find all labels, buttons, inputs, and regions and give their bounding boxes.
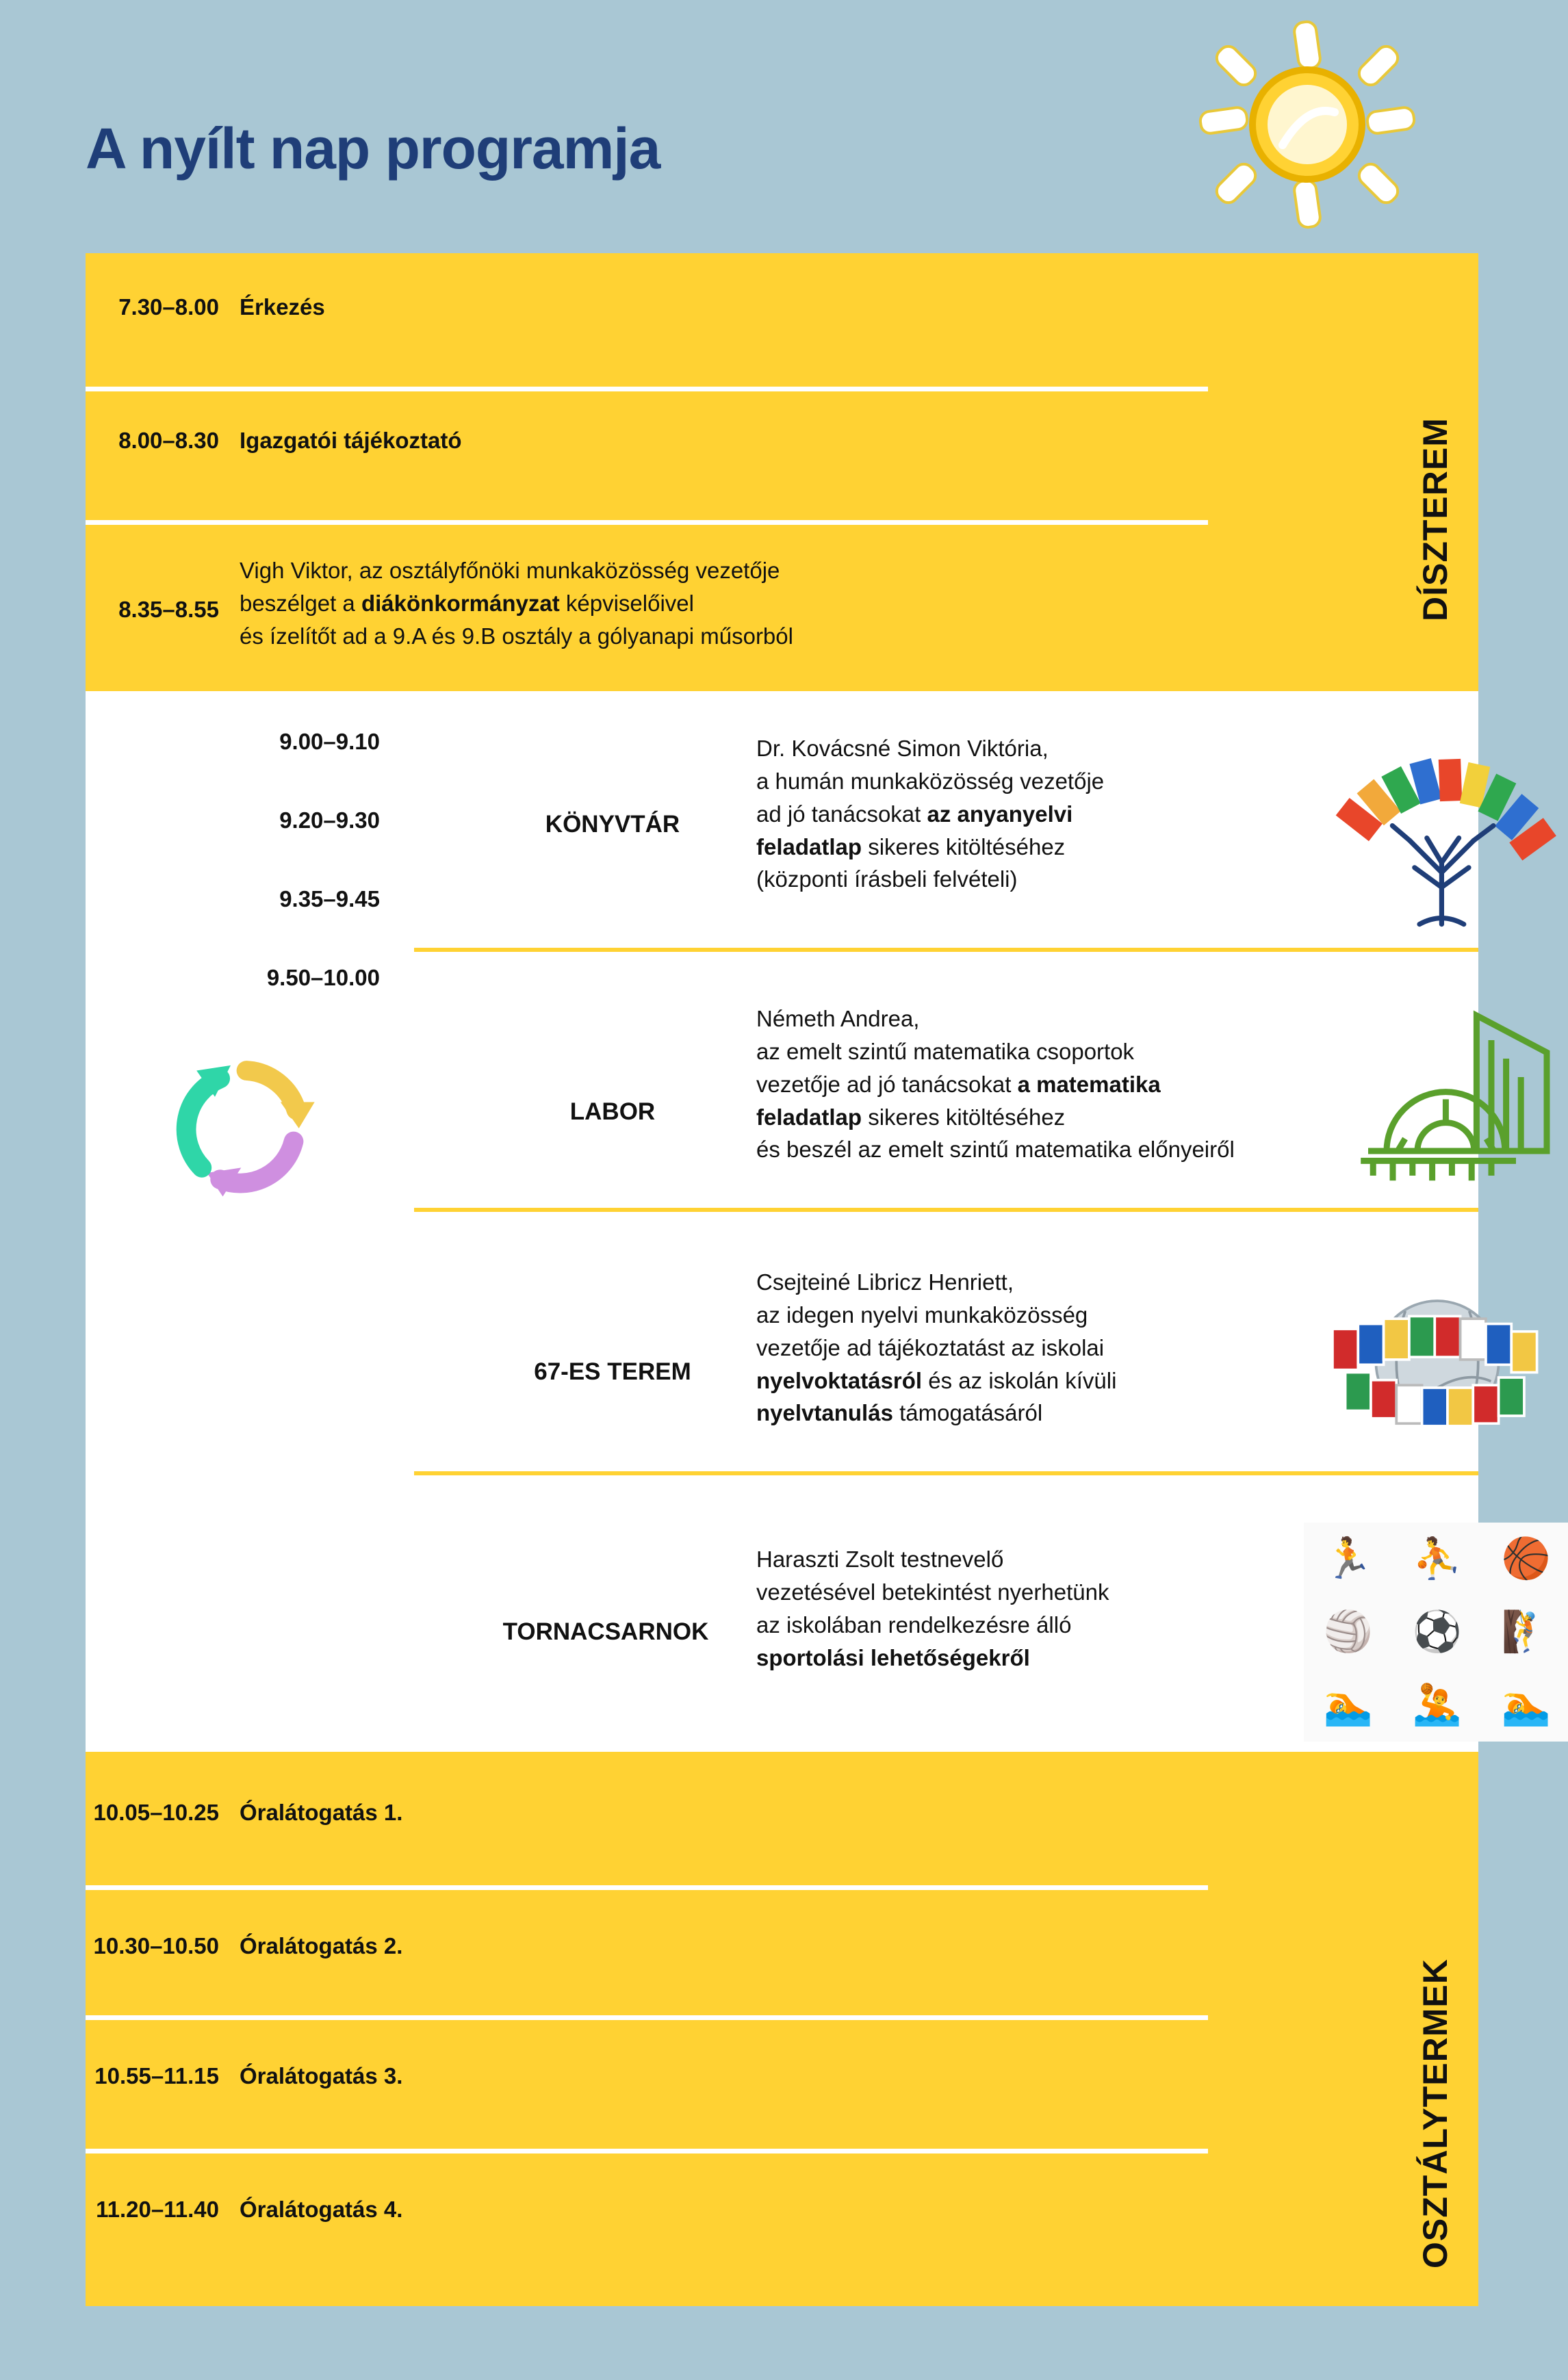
row-description: [240, 554, 793, 653]
row-label: Óralátogatás 1.: [240, 1800, 403, 1825]
swimming-icon-1: 🏊: [1304, 1668, 1393, 1742]
row-label: Óralátogatás 2.: [240, 1933, 403, 1958]
row-separator: [86, 520, 1208, 525]
recycle-arrows-icon: [168, 1047, 325, 1204]
sports-icon-grid: [1304, 1523, 1568, 1742]
row-time: 7.30–8.00: [118, 294, 219, 320]
mid-time-3: 9.35–9.45: [279, 886, 380, 911]
header: [86, 116, 1249, 181]
swimming-icon-2: 🤽: [1393, 1668, 1482, 1742]
geometry-tools-icon: [1331, 1003, 1568, 1180]
page-title: A nyílt nap programja: [86, 116, 660, 181]
mid-separator-1: [414, 948, 1478, 952]
schedule-row-dok: [0, 554, 1164, 653]
schedule-row-arrival: [0, 294, 1164, 320]
mid-time-4: 9.50–10.00: [266, 965, 380, 990]
desc-line-2: beszélget a diákönkormányzat képviselőivel: [240, 590, 694, 616]
row-label: Óralátogatás 3.: [240, 2063, 403, 2088]
schedule-row-lesson-2: [0, 1933, 1164, 1959]
venue-tornacsarnok: TORNACSARNOK: [502, 1618, 709, 1645]
row-time: 10.55–11.15: [94, 2063, 219, 2088]
row-separator: [86, 2015, 1208, 2020]
desc-konyvtar: Dr. Kovácsné Simon Viktória, a humán munkaközösség vezetője ad jó tanácsokat az anyanyelvi feladatlap sikeres kitöltéséhez (központi írásbeli felvételi): [756, 736, 1105, 892]
desc-line-1: Vigh Viktor, az osztályfőnöki munkaközösség vezetője: [240, 558, 780, 583]
venue-67es-terem: 67-ES TEREM: [534, 1358, 691, 1385]
bottom-yellow-band: [86, 1752, 1478, 2306]
row-separator: [86, 387, 1208, 391]
mid-time-2: 9.20–9.30: [279, 807, 380, 833]
mid-separator-3: [414, 1471, 1478, 1475]
row-time: 10.05–10.25: [93, 1800, 219, 1825]
desc-67es-terem: Csejteiné Libricz Henriett, az idegen nyelvi munkaközösség vezetője ad tájékoztatást az iskolai nyelvoktatásról és az iskolán kívüli nyelvtanulás támogatásáról: [756, 1269, 1117, 1426]
venue-label-diszterem: DÍSZTEREM: [1416, 417, 1454, 621]
sun-icon: [1164, 14, 1451, 246]
row-label: Érkezés: [240, 294, 325, 320]
row-label: Óralátogatás 4.: [240, 2197, 403, 2222]
row-separator: [86, 2149, 1208, 2153]
venue-labor: LABOR: [569, 1098, 656, 1125]
middle-white-section: [86, 691, 1552, 1752]
volleyball-icon: 🏐: [1304, 1596, 1393, 1669]
schedule-row-director: [0, 428, 1164, 454]
row-time: 8.00–8.30: [118, 428, 219, 453]
row-time: 11.20–11.40: [96, 2197, 219, 2222]
desc-line-3: és ízelítőt ad a 9.A és 9.B osztály a gólyanapi műsorból: [240, 623, 793, 649]
schedule-row-lesson-1: [0, 1800, 1164, 1826]
row-time: 10.30–10.50: [93, 1933, 219, 1958]
running-icon: 🏃: [1304, 1523, 1393, 1596]
globe-flags-icon: [1304, 1263, 1568, 1440]
mid-separator-2: [414, 1208, 1478, 1212]
soccer-ball-icon: ⚽: [1393, 1596, 1482, 1669]
desc-tornacsarnok: Haraszti Zsolt testnevelő vezetésével betekintést nyerhetünk az iskolában rendelkezésre álló sportolási lehetőségekről: [756, 1547, 1109, 1670]
row-label: Igazgatói tájékoztató: [240, 428, 462, 453]
desc-labor: Németh Andrea, az emelt szintű matematika csoportok vezetője ad jó tanácsokat a matematika feladatlap sikeres kitöltéséhez és beszél az emelt szintű matematika előnyeiről: [756, 1006, 1235, 1163]
schedule-row-lesson-4: [0, 2197, 1164, 2223]
basketball-player-icon: ⛹: [1393, 1523, 1482, 1596]
basketball-icon: 🏀: [1482, 1523, 1568, 1596]
swimming-icon-3: 🏊: [1482, 1668, 1568, 1742]
tree-books-icon: [1311, 749, 1568, 927]
mid-time-1: 9.00–9.10: [279, 729, 380, 754]
venue-konyvtar: KÖNYVTÁR: [545, 811, 680, 838]
climbing-icon: 🧗: [1482, 1596, 1568, 1669]
schedule-row-lesson-3: [0, 2063, 1164, 2089]
row-time: 8.35–8.55: [118, 597, 219, 622]
row-separator: [86, 1885, 1208, 1890]
venue-label-osztalytermek: OSZTÁLYTERMEK: [1416, 1958, 1454, 2268]
